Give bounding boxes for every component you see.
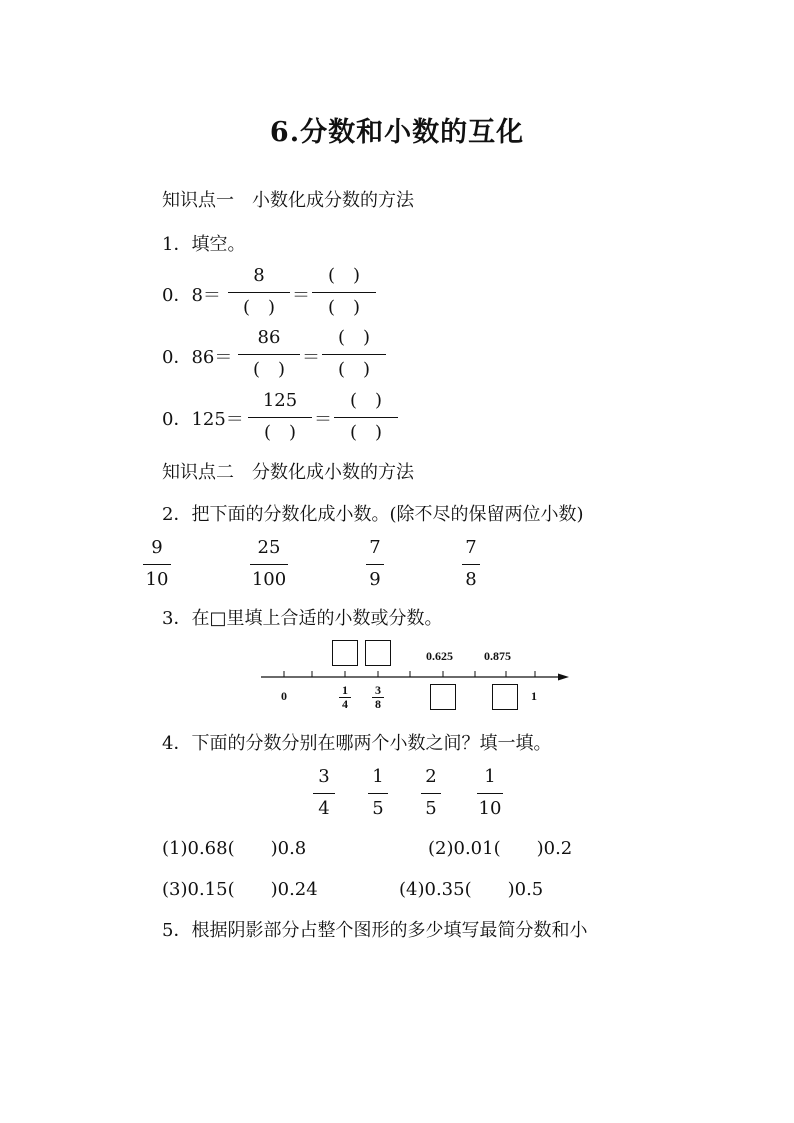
q4-fraction-3 bbox=[421, 765, 441, 821]
q4-fraction-1 bbox=[313, 765, 335, 821]
question-5-label: 5．根据阴影部分占整个图形的多少填写最简分数和小 bbox=[162, 920, 588, 941]
fraction-bar bbox=[421, 793, 441, 794]
number-line-fraction-1-4 bbox=[339, 684, 351, 711]
fraction-denominator-blank[interactable]: ( ) bbox=[337, 359, 371, 380]
fraction-numerator-blank[interactable]: ( ) bbox=[349, 390, 383, 411]
fraction-denominator: 5 bbox=[425, 798, 437, 819]
fraction-denominator: 10 bbox=[145, 569, 169, 590]
fraction-denominator: 5 bbox=[372, 798, 384, 819]
q1-row-2-fraction-1 bbox=[238, 326, 300, 382]
fraction-numerator: 125 bbox=[262, 390, 298, 411]
fraction-denominator-blank[interactable]: ( ) bbox=[263, 422, 297, 443]
question-4-label: 4．下面的分数分别在哪两个小数之间？填一填。 bbox=[162, 733, 552, 754]
fraction-denominator-blank[interactable]: ( ) bbox=[327, 297, 361, 318]
q4-item-3[interactable]: (3)0.15( )0.24 bbox=[162, 879, 318, 900]
number-line-label-end: 1 bbox=[531, 689, 537, 703]
fraction-bar bbox=[313, 793, 335, 794]
number-line bbox=[255, 660, 575, 690]
fraction-bar bbox=[143, 564, 171, 565]
q1-row-3-fraction-2 bbox=[334, 389, 398, 445]
number-line-label-0625: 0.625 bbox=[426, 649, 453, 663]
question-1-label: 1．填空。 bbox=[162, 234, 246, 255]
page-title: 6.分数和小数的互化 bbox=[269, 117, 525, 148]
fraction-denominator-blank[interactable]: ( ) bbox=[349, 422, 383, 443]
number-line-label-0875: 0.875 bbox=[484, 649, 511, 663]
fraction-numerator: 8 bbox=[253, 265, 265, 286]
number-line-label-start: 0 bbox=[281, 689, 287, 703]
fraction-bar bbox=[366, 564, 384, 565]
fraction-numerator: 3 bbox=[318, 766, 330, 787]
answer-box-2[interactable] bbox=[365, 640, 391, 666]
question-3-label: 3．在□里填上合适的小数或分数。 bbox=[162, 608, 443, 629]
fraction-denominator: 4 bbox=[342, 697, 348, 711]
fraction-numerator: 1 bbox=[342, 683, 348, 697]
fraction-numerator: 7 bbox=[369, 537, 381, 558]
answer-box-4[interactable] bbox=[492, 684, 518, 710]
fraction-bar bbox=[250, 564, 288, 565]
q4-fraction-4 bbox=[477, 765, 503, 821]
q1-row-3-fraction-1 bbox=[248, 389, 312, 445]
fraction-numerator-blank[interactable]: ( ) bbox=[327, 265, 361, 286]
fraction-bar bbox=[248, 417, 312, 418]
q1-row-2-lhs: 0．86＝ bbox=[162, 347, 233, 368]
fraction-denominator: 8 bbox=[465, 569, 477, 590]
q1-row-1-equals: ＝ bbox=[292, 285, 310, 306]
q4-fraction-2 bbox=[368, 765, 388, 821]
fraction-numerator: 9 bbox=[151, 537, 163, 558]
section-heading-2: 知识点二 分数化成小数的方法 bbox=[162, 462, 414, 483]
question-2-label: 2．把下面的分数化成小数。(除不尽的保留两位小数) bbox=[162, 504, 584, 525]
fraction-bar bbox=[462, 564, 480, 565]
q1-row-1-fraction-2 bbox=[312, 264, 376, 320]
fraction-numerator-blank[interactable]: ( ) bbox=[337, 327, 371, 348]
q1-row-1-lhs: 0．8＝ bbox=[162, 285, 221, 306]
fraction-bar bbox=[477, 793, 503, 794]
answer-box-3[interactable] bbox=[430, 684, 456, 710]
fraction-denominator: 9 bbox=[369, 569, 381, 590]
fraction-denominator-blank[interactable]: ( ) bbox=[252, 359, 286, 380]
q2-fraction-3 bbox=[366, 536, 384, 592]
fraction-bar bbox=[334, 417, 398, 418]
q1-row-3-equals: ＝ bbox=[314, 409, 332, 430]
fraction-denominator: 100 bbox=[251, 569, 287, 590]
q1-row-2-equals: ＝ bbox=[302, 347, 320, 368]
q4-item-2[interactable]: (2)0.01( )0.2 bbox=[428, 838, 573, 859]
answer-box-1[interactable] bbox=[332, 640, 358, 666]
number-line-arrow bbox=[558, 674, 569, 681]
q2-fraction-4 bbox=[462, 536, 480, 592]
fraction-denominator: 4 bbox=[318, 798, 330, 819]
section-heading-1: 知识点一 小数化成分数的方法 bbox=[162, 190, 414, 211]
q2-fraction-2 bbox=[250, 536, 288, 592]
q1-row-3-lhs: 0．125＝ bbox=[162, 409, 244, 430]
fraction-bar bbox=[228, 292, 290, 293]
fraction-numerator: 1 bbox=[484, 766, 496, 787]
fraction-numerator: 2 bbox=[425, 766, 437, 787]
q1-row-2-fraction-2 bbox=[322, 326, 386, 382]
fraction-denominator-blank[interactable]: ( ) bbox=[242, 297, 276, 318]
fraction-numerator: 7 bbox=[465, 537, 477, 558]
fraction-numerator: 3 bbox=[375, 683, 381, 697]
fraction-numerator: 1 bbox=[372, 766, 384, 787]
fraction-bar bbox=[312, 292, 376, 293]
q1-row-1-fraction-1 bbox=[228, 264, 290, 320]
fraction-bar bbox=[322, 354, 386, 355]
fraction-numerator: 86 bbox=[257, 327, 281, 348]
fraction-denominator: 8 bbox=[375, 697, 381, 711]
number-line-fraction-3-8 bbox=[372, 684, 384, 711]
fraction-bar bbox=[368, 793, 388, 794]
fraction-bar bbox=[238, 354, 300, 355]
q4-item-1[interactable]: (1)0.68( )0.8 bbox=[162, 838, 307, 859]
fraction-denominator: 10 bbox=[478, 798, 502, 819]
q2-fraction-1 bbox=[143, 536, 171, 592]
fraction-numerator: 25 bbox=[257, 537, 281, 558]
q4-item-4[interactable]: (4)0.35( )0.5 bbox=[399, 879, 544, 900]
